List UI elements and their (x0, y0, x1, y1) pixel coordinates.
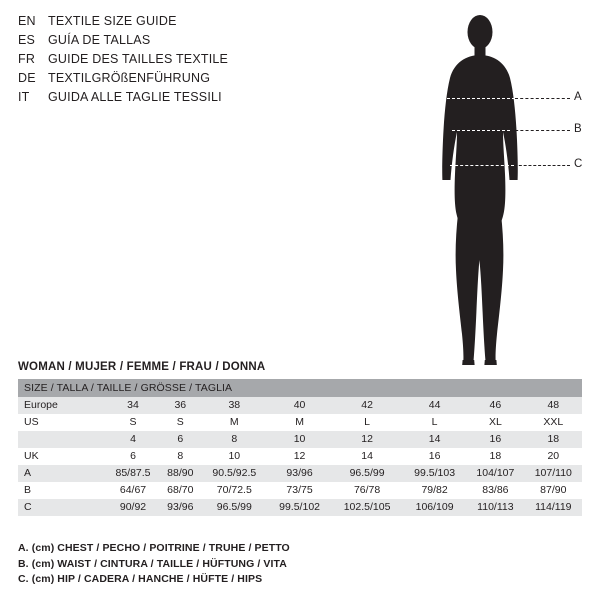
cell: 38 (201, 397, 269, 414)
cell: M (201, 414, 269, 431)
language-row (18, 71, 338, 90)
cell: 85/87.5 (106, 465, 160, 482)
table-row (18, 431, 582, 448)
cell: 46 (466, 397, 525, 414)
measurement-legend (18, 541, 518, 588)
cell: 16 (403, 448, 466, 465)
cell: 8 (201, 431, 269, 448)
body-figure-diagram (400, 8, 600, 368)
cell: 6 (160, 431, 201, 448)
table-header-label: SIZE / TALLA / TAILLE / GRÖSSE / TAGLIA (18, 379, 582, 397)
cell: 12 (268, 448, 331, 465)
cell: 99.5/102 (268, 499, 331, 516)
cell: 10 (268, 431, 331, 448)
cell: 6 (106, 448, 160, 465)
cell: 18 (466, 448, 525, 465)
row-label: US (18, 414, 106, 431)
cell: 106/109 (403, 499, 466, 516)
cell: L (331, 414, 403, 431)
female-body-silhouette-icon (400, 8, 600, 368)
language-row (18, 52, 338, 71)
table-row (18, 414, 582, 431)
cell: 104/107 (466, 465, 525, 482)
cell: S (106, 414, 160, 431)
cell: 107/110 (525, 465, 582, 482)
cell: 20 (525, 448, 582, 465)
cell: 93/96 (160, 499, 201, 516)
cell: 102.5/105 (331, 499, 403, 516)
language-heading-block (18, 14, 338, 109)
cell: 96.5/99 (201, 499, 269, 516)
size-table (18, 379, 582, 516)
row-label: Europe (18, 397, 106, 414)
cell: 36 (160, 397, 201, 414)
cell: 99.5/103 (403, 465, 466, 482)
hip-measure-line-inner (450, 165, 514, 166)
cell: 8 (160, 448, 201, 465)
cell: 90.5/92.5 (201, 465, 269, 482)
language-code: ES (18, 33, 36, 47)
cell: 96.5/99 (331, 465, 403, 482)
waist-measure-line-inner (452, 130, 510, 131)
cell: XXL (525, 414, 582, 431)
language-title: GUIDA ALLE TAGLIE TESSILI (48, 90, 222, 104)
language-code: FR (18, 52, 36, 66)
cell: 14 (331, 448, 403, 465)
cell: 70/72.5 (201, 482, 269, 499)
cell: 44 (403, 397, 466, 414)
cell: 88/90 (160, 465, 201, 482)
row-label: B (18, 482, 106, 499)
language-row (18, 33, 338, 52)
cell: 16 (466, 431, 525, 448)
row-label: A (18, 465, 106, 482)
legend-line-b: B. (cm) WAIST / CINTURA / TAILLE / HÜFTUNG / VITA (18, 557, 287, 570)
measure-label-b: B (574, 123, 582, 135)
row-label: UK (18, 448, 106, 465)
chest-measure-line-outer (515, 98, 570, 99)
cell: 68/70 (160, 482, 201, 499)
legend-line-a: A. (cm) CHEST / PECHO / POITRINE / TRUHE / PETTO (18, 542, 290, 554)
cell: 48 (525, 397, 582, 414)
cell: 12 (331, 431, 403, 448)
table-row (18, 465, 582, 482)
cell: 34 (106, 397, 160, 414)
table-row (18, 482, 582, 499)
table-row (18, 448, 582, 465)
language-code: DE (18, 71, 36, 85)
chest-measure-line-inner (447, 98, 515, 99)
language-title: GUÍA DE TALLAS (48, 33, 151, 47)
hip-measure-line-outer (514, 165, 570, 166)
cell: 76/78 (331, 482, 403, 499)
cell: 10 (201, 448, 269, 465)
cell: 79/82 (403, 482, 466, 499)
measure-label-c: C (574, 158, 583, 170)
table-row (18, 499, 582, 516)
cell: 42 (331, 397, 403, 414)
cell: 90/92 (106, 499, 160, 516)
language-code: IT (18, 90, 30, 104)
cell: 64/67 (106, 482, 160, 499)
cell: S (160, 414, 201, 431)
language-code: EN (18, 14, 36, 28)
cell: 18 (525, 431, 582, 448)
cell: M (268, 414, 331, 431)
language-title: GUIDE DES TAILLES TEXTILE (48, 52, 229, 66)
language-row (18, 14, 338, 33)
cell: 87/90 (525, 482, 582, 499)
language-row (18, 90, 338, 109)
language-title: TEXTILGRÖßENFÜHRUNG (48, 71, 211, 85)
cell: 4 (106, 431, 160, 448)
cell: 14 (403, 431, 466, 448)
cell: 93/96 (268, 465, 331, 482)
cell: XL (466, 414, 525, 431)
row-label (18, 431, 106, 448)
measure-label-a: A (574, 91, 582, 103)
table-header-row (18, 379, 582, 397)
cell: 110/113 (466, 499, 525, 516)
cell: L (403, 414, 466, 431)
cell: 73/75 (268, 482, 331, 499)
cell: 40 (268, 397, 331, 414)
cell: 83/86 (466, 482, 525, 499)
language-title: TEXTILE SIZE GUIDE (48, 14, 177, 28)
waist-measure-line-outer (510, 130, 570, 131)
table-row (18, 397, 582, 414)
row-label: C (18, 499, 106, 516)
section-heading: WOMAN / MUJER / FEMME / FRAU / DONNA (18, 361, 266, 373)
cell: 114/119 (525, 499, 582, 516)
legend-line-c: C. (cm) HIP / CADERA / HANCHE / HÜFTE / HIPS (18, 573, 263, 585)
